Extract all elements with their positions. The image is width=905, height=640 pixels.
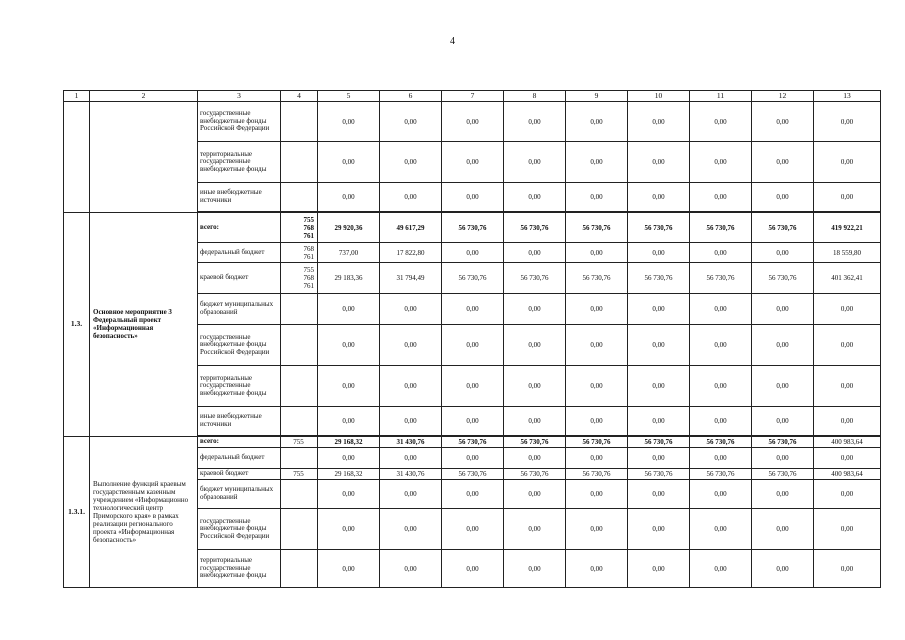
row-name: Выполнение функций краевым государственным казенным учреждением «Информационно технологический центр Приморского края» в рамках реализации регионального проекта «Информационная безопасность» (90, 436, 198, 588)
value-cell: 0,00 (628, 243, 690, 263)
funding-source: бюджет муниципальных образований (198, 294, 281, 325)
funding-source: всего: (198, 212, 281, 243)
table-row (64, 212, 881, 243)
value-cell: 0,00 (752, 366, 814, 407)
header-cell: 3 (198, 91, 281, 102)
value-cell: 0,00 (566, 550, 628, 588)
value-cell: 31 430,76 (380, 436, 442, 448)
header-cell: 8 (504, 91, 566, 102)
row-index (64, 102, 90, 213)
value-cell: 0,00 (380, 142, 442, 183)
value-cell: 0,00 (690, 550, 752, 588)
funding-source: территориальные государственные внебюджетные фонды (198, 366, 281, 407)
budget-code (281, 448, 318, 469)
table-row (64, 436, 881, 448)
value-cell: 56 730,76 (566, 212, 628, 243)
value-cell: 0,00 (628, 183, 690, 213)
value-cell: 0,00 (504, 243, 566, 263)
funding-source: всего: (198, 436, 281, 448)
value-cell: 0,00 (752, 183, 814, 213)
value-cell: 56 730,76 (442, 469, 504, 480)
value-cell: 0,00 (628, 294, 690, 325)
budget-code: 755 (281, 469, 318, 480)
value-cell: 401 362,41 (814, 263, 881, 294)
value-cell: 0,00 (752, 550, 814, 588)
value-cell: 56 730,76 (442, 212, 504, 243)
budget-code (281, 183, 318, 213)
value-cell: 0,00 (566, 480, 628, 509)
value-cell: 0,00 (752, 142, 814, 183)
budget-table (63, 90, 881, 588)
value-cell: 0,00 (318, 366, 380, 407)
row-name: Основное мероприятие 3 Федеральный проект «Информационная безопасность» (90, 212, 198, 436)
value-cell: 0,00 (380, 294, 442, 325)
budget-code (281, 102, 318, 142)
value-cell: 0,00 (566, 243, 628, 263)
header-cell: 1 (64, 91, 90, 102)
value-cell: 0,00 (380, 102, 442, 142)
value-cell: 0,00 (566, 448, 628, 469)
value-cell: 0,00 (318, 102, 380, 142)
budget-code: 755 768 761 (281, 263, 318, 294)
value-cell: 0,00 (628, 550, 690, 588)
funding-source: бюджет муниципальных образований (198, 480, 281, 509)
value-cell: 0,00 (442, 448, 504, 469)
value-cell: 0,00 (318, 183, 380, 213)
value-cell: 0,00 (380, 480, 442, 509)
value-cell: 0,00 (690, 183, 752, 213)
value-cell: 0,00 (380, 325, 442, 366)
value-cell: 56 730,76 (504, 263, 566, 294)
value-cell: 0,00 (442, 366, 504, 407)
value-cell: 0,00 (318, 509, 380, 550)
value-cell: 0,00 (566, 183, 628, 213)
value-cell: 0,00 (504, 366, 566, 407)
value-cell: 0,00 (690, 102, 752, 142)
value-cell: 31 430,76 (380, 469, 442, 480)
value-cell: 0,00 (504, 550, 566, 588)
value-cell: 0,00 (442, 550, 504, 588)
header-cell: 9 (566, 91, 628, 102)
value-cell: 56 730,76 (752, 212, 814, 243)
value-cell: 0,00 (690, 294, 752, 325)
value-cell: 0,00 (628, 407, 690, 437)
value-cell: 0,00 (442, 407, 504, 437)
value-cell: 0,00 (752, 448, 814, 469)
budget-code: 755 (281, 436, 318, 448)
value-cell: 0,00 (752, 480, 814, 509)
value-cell: 400 983,64 (814, 469, 881, 480)
value-cell: 737,00 (318, 243, 380, 263)
value-cell: 0,00 (442, 480, 504, 509)
value-cell: 0,00 (442, 243, 504, 263)
value-cell: 0,00 (628, 366, 690, 407)
value-cell: 0,00 (690, 325, 752, 366)
value-cell: 0,00 (504, 102, 566, 142)
value-cell: 0,00 (380, 509, 442, 550)
value-cell: 0,00 (504, 294, 566, 325)
value-cell: 0,00 (566, 102, 628, 142)
value-cell: 56 730,76 (566, 469, 628, 480)
value-cell: 56 730,76 (690, 212, 752, 243)
row-index: 1.3. (64, 212, 90, 436)
value-cell: 0,00 (752, 325, 814, 366)
value-cell: 56 730,76 (504, 212, 566, 243)
value-cell: 0,00 (566, 366, 628, 407)
value-cell: 0,00 (442, 142, 504, 183)
value-cell: 56 730,76 (752, 263, 814, 294)
budget-code (281, 294, 318, 325)
value-cell: 0,00 (752, 102, 814, 142)
value-cell: 0,00 (814, 366, 881, 407)
value-cell: 18 559,80 (814, 243, 881, 263)
funding-source: иные внебюджетные источники (198, 183, 281, 213)
value-cell: 56 730,76 (752, 469, 814, 480)
value-cell: 56 730,76 (628, 436, 690, 448)
value-cell: 0,00 (628, 325, 690, 366)
value-cell: 0,00 (318, 550, 380, 588)
value-cell: 0,00 (318, 294, 380, 325)
budget-code (281, 142, 318, 183)
value-cell: 29 183,36 (318, 263, 380, 294)
value-cell: 56 730,76 (504, 469, 566, 480)
value-cell: 0,00 (380, 366, 442, 407)
value-cell: 0,00 (690, 142, 752, 183)
value-cell: 0,00 (442, 325, 504, 366)
header-cell: 2 (90, 91, 198, 102)
budget-code (281, 509, 318, 550)
value-cell: 29 920,36 (318, 212, 380, 243)
header-cell: 11 (690, 91, 752, 102)
funding-source: краевой бюджет (198, 469, 281, 480)
funding-source: территориальные государственные внебюджетные фонды (198, 142, 281, 183)
table-row (64, 102, 881, 142)
value-cell: 0,00 (814, 325, 881, 366)
value-cell: 0,00 (318, 480, 380, 509)
value-cell: 0,00 (318, 325, 380, 366)
value-cell: 0,00 (814, 448, 881, 469)
value-cell: 0,00 (566, 294, 628, 325)
value-cell: 0,00 (504, 509, 566, 550)
value-cell: 0,00 (752, 243, 814, 263)
budget-code (281, 366, 318, 407)
value-cell: 0,00 (814, 183, 881, 213)
budget-code (281, 325, 318, 366)
value-cell: 56 730,76 (628, 263, 690, 294)
value-cell: 0,00 (566, 142, 628, 183)
funding-source: иные внебюджетные источники (198, 407, 281, 437)
value-cell: 29 168,32 (318, 436, 380, 448)
funding-source: федеральный бюджет (198, 243, 281, 263)
value-cell: 0,00 (628, 102, 690, 142)
value-cell: 29 168,32 (318, 469, 380, 480)
value-cell: 0,00 (566, 407, 628, 437)
value-cell: 56 730,76 (690, 436, 752, 448)
value-cell: 0,00 (380, 183, 442, 213)
value-cell: 0,00 (690, 509, 752, 550)
value-cell: 0,00 (814, 550, 881, 588)
funding-source: государственные внебюджетные фонды Российской Федерации (198, 102, 281, 142)
value-cell: 0,00 (628, 509, 690, 550)
value-cell: 0,00 (628, 448, 690, 469)
value-cell: 0,00 (566, 325, 628, 366)
budget-code (281, 407, 318, 437)
value-cell: 0,00 (690, 243, 752, 263)
value-cell: 0,00 (628, 480, 690, 509)
header-cell: 6 (380, 91, 442, 102)
value-cell: 56 730,76 (442, 436, 504, 448)
value-cell: 0,00 (814, 294, 881, 325)
value-cell: 56 730,76 (690, 263, 752, 294)
value-cell: 0,00 (318, 407, 380, 437)
value-cell: 0,00 (814, 407, 881, 437)
value-cell: 0,00 (380, 407, 442, 437)
header-cell: 5 (318, 91, 380, 102)
table-header-row (64, 91, 881, 102)
value-cell: 17 822,80 (380, 243, 442, 263)
header-cell: 4 (281, 91, 318, 102)
header-cell: 7 (442, 91, 504, 102)
value-cell: 56 730,76 (752, 436, 814, 448)
value-cell: 31 794,49 (380, 263, 442, 294)
value-cell: 0,00 (442, 509, 504, 550)
budget-code: 755 768 761 (281, 212, 318, 243)
value-cell: 56 730,76 (566, 263, 628, 294)
funding-source: краевой бюджет (198, 263, 281, 294)
value-cell: 0,00 (566, 509, 628, 550)
value-cell: 400 983,64 (814, 436, 881, 448)
value-cell: 0,00 (504, 448, 566, 469)
value-cell: 56 730,76 (628, 212, 690, 243)
value-cell: 0,00 (690, 366, 752, 407)
header-cell: 12 (752, 91, 814, 102)
budget-code (281, 480, 318, 509)
row-name (90, 102, 198, 213)
value-cell: 56 730,76 (628, 469, 690, 480)
value-cell: 0,00 (380, 550, 442, 588)
value-cell: 0,00 (442, 183, 504, 213)
value-cell: 0,00 (690, 448, 752, 469)
value-cell: 49 617,29 (380, 212, 442, 243)
value-cell: 0,00 (690, 407, 752, 437)
value-cell: 0,00 (504, 480, 566, 509)
value-cell: 0,00 (318, 142, 380, 183)
value-cell: 0,00 (814, 509, 881, 550)
value-cell: 56 730,76 (442, 263, 504, 294)
value-cell: 0,00 (504, 183, 566, 213)
value-cell: 0,00 (752, 407, 814, 437)
value-cell: 0,00 (318, 448, 380, 469)
value-cell: 0,00 (752, 294, 814, 325)
value-cell: 0,00 (752, 509, 814, 550)
value-cell: 0,00 (690, 480, 752, 509)
value-cell: 0,00 (442, 102, 504, 142)
budget-code: 768 761 (281, 243, 318, 263)
budget-code (281, 550, 318, 588)
header-cell: 13 (814, 91, 881, 102)
row-index: 1.3.1. (64, 436, 90, 588)
value-cell: 0,00 (628, 142, 690, 183)
value-cell: 419 922,21 (814, 212, 881, 243)
page-number: 4 (450, 36, 455, 47)
funding-source: государственные внебюджетные фонды Российской Федерации (198, 325, 281, 366)
value-cell: 0,00 (814, 102, 881, 142)
funding-source: территориальные государственные внебюджетные фонды (198, 550, 281, 588)
value-cell: 0,00 (504, 325, 566, 366)
value-cell: 0,00 (814, 142, 881, 183)
value-cell: 0,00 (442, 294, 504, 325)
value-cell: 0,00 (814, 480, 881, 509)
value-cell: 56 730,76 (566, 436, 628, 448)
value-cell: 0,00 (504, 142, 566, 183)
value-cell: 0,00 (504, 407, 566, 437)
header-cell: 10 (628, 91, 690, 102)
value-cell: 0,00 (380, 448, 442, 469)
funding-source: федеральный бюджет (198, 448, 281, 469)
funding-source: государственные внебюджетные фонды Российской Федерации (198, 509, 281, 550)
value-cell: 56 730,76 (504, 436, 566, 448)
value-cell: 56 730,76 (690, 469, 752, 480)
